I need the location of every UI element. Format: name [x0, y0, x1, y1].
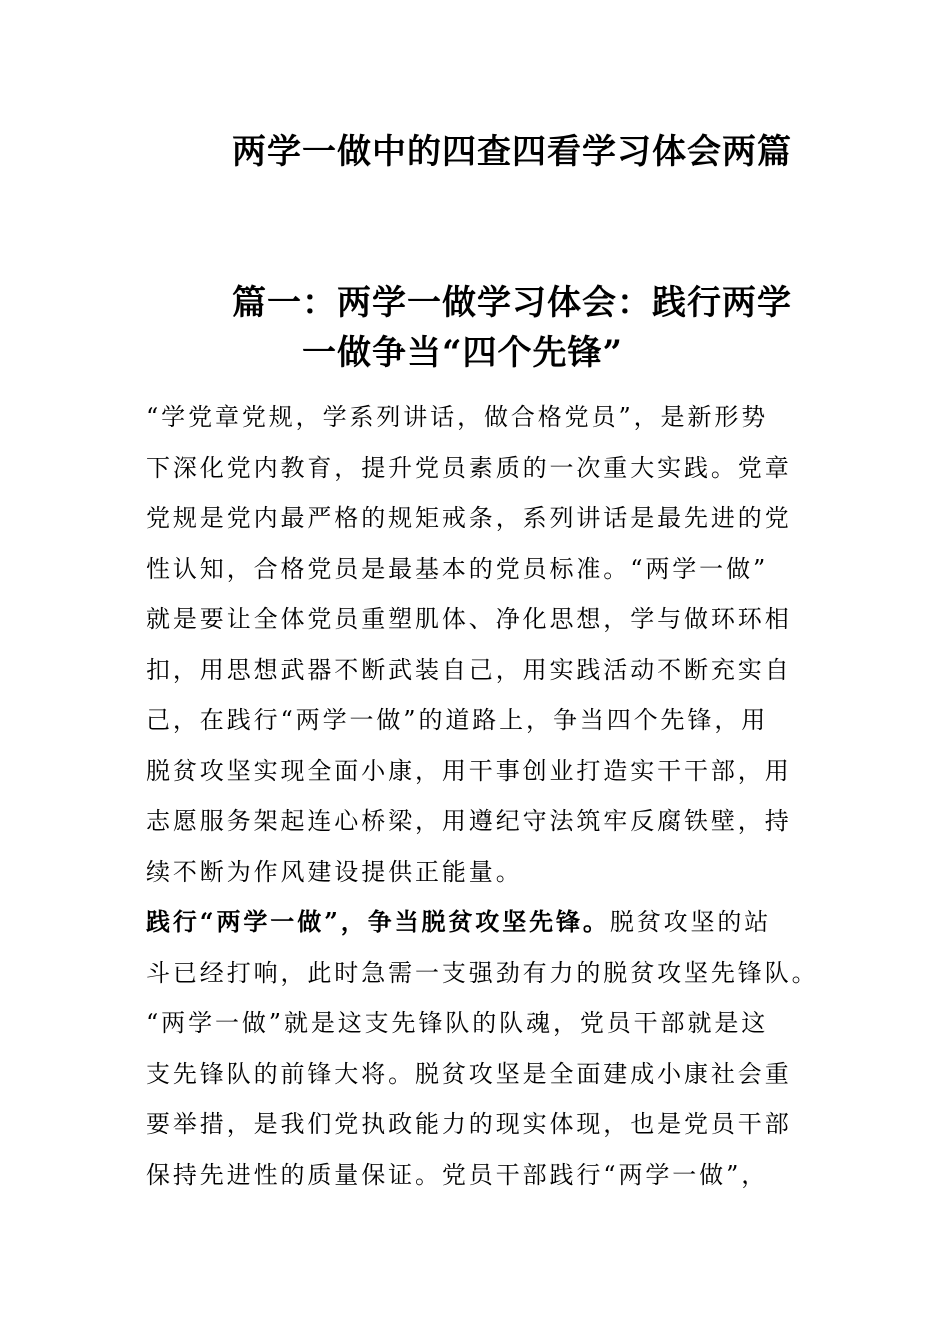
paragraph-first-line-rest: 脱贫攻坚的站	[609, 908, 772, 936]
paragraph-line: 支先锋队的前锋大将。脱贫攻坚是全面建成小康社会重	[146, 1059, 792, 1088]
paragraph-line: 就是要让全体党员重塑肌体、净化思想，学与做环环相	[146, 605, 792, 633]
document-title: 两学一做中的四查四看学习体会两篇	[232, 132, 792, 172]
paragraph-line: 要举措，是我们党执政能力的现实体现，也是党员干部	[146, 1110, 792, 1138]
paragraph-first-line	[146, 897, 806, 948]
section-title-line-1: 篇一：两学一做学习体会：践行两学	[232, 283, 792, 323]
paragraph-line: 脱贫攻坚实现全面小康，用干事创业打造实干干部，用	[146, 756, 792, 785]
paragraph-intro	[146, 392, 806, 897]
section-title	[232, 278, 832, 378]
paragraph-line: “两学一做”就是这支先锋队的队魂，党员干部就是这	[146, 1009, 769, 1037]
paragraph-line: 续不断为作风建设提供正能量。	[146, 857, 523, 886]
paragraph-line: 性认知，合格党员是最基本的党员标准。“两学一做”	[146, 554, 769, 583]
paragraph-line: 扣，用思想武器不断武装自己，用实践活动不断充实自	[146, 655, 792, 684]
section-title-line-2: 一做争当“四个先锋”	[302, 333, 624, 373]
paragraph-poverty-alleviation	[146, 897, 819, 1200]
paragraph-line: 下深化党内教育，提升党员素质的一次重大实践。党章	[146, 453, 792, 482]
paragraph-line: “学党章党规，学系列讲话，做合格党员”，是新形势	[146, 403, 769, 431]
paragraph-line: 党规是党内最严格的规矩戒条，系列讲话是最先进的党	[146, 504, 792, 532]
paragraph-line: 保持先进性的质量保证。党员干部践行“两学一做”，	[146, 1160, 769, 1189]
paragraph-lead-sentence: 践行“两学一做”，争当脱贫攻坚先锋。	[146, 907, 610, 936]
paragraph-line: 斗已经打响，此时急需一支强劲有力的脱贫攻坚先锋队。	[146, 958, 819, 987]
paragraph-line: 志愿服务架起连心桥梁，用遵纪守法筑牢反腐铁壁，持	[146, 807, 792, 835]
paragraph-line: 己，在践行“两学一做”的道路上，争当四个先锋，用	[146, 706, 769, 734]
